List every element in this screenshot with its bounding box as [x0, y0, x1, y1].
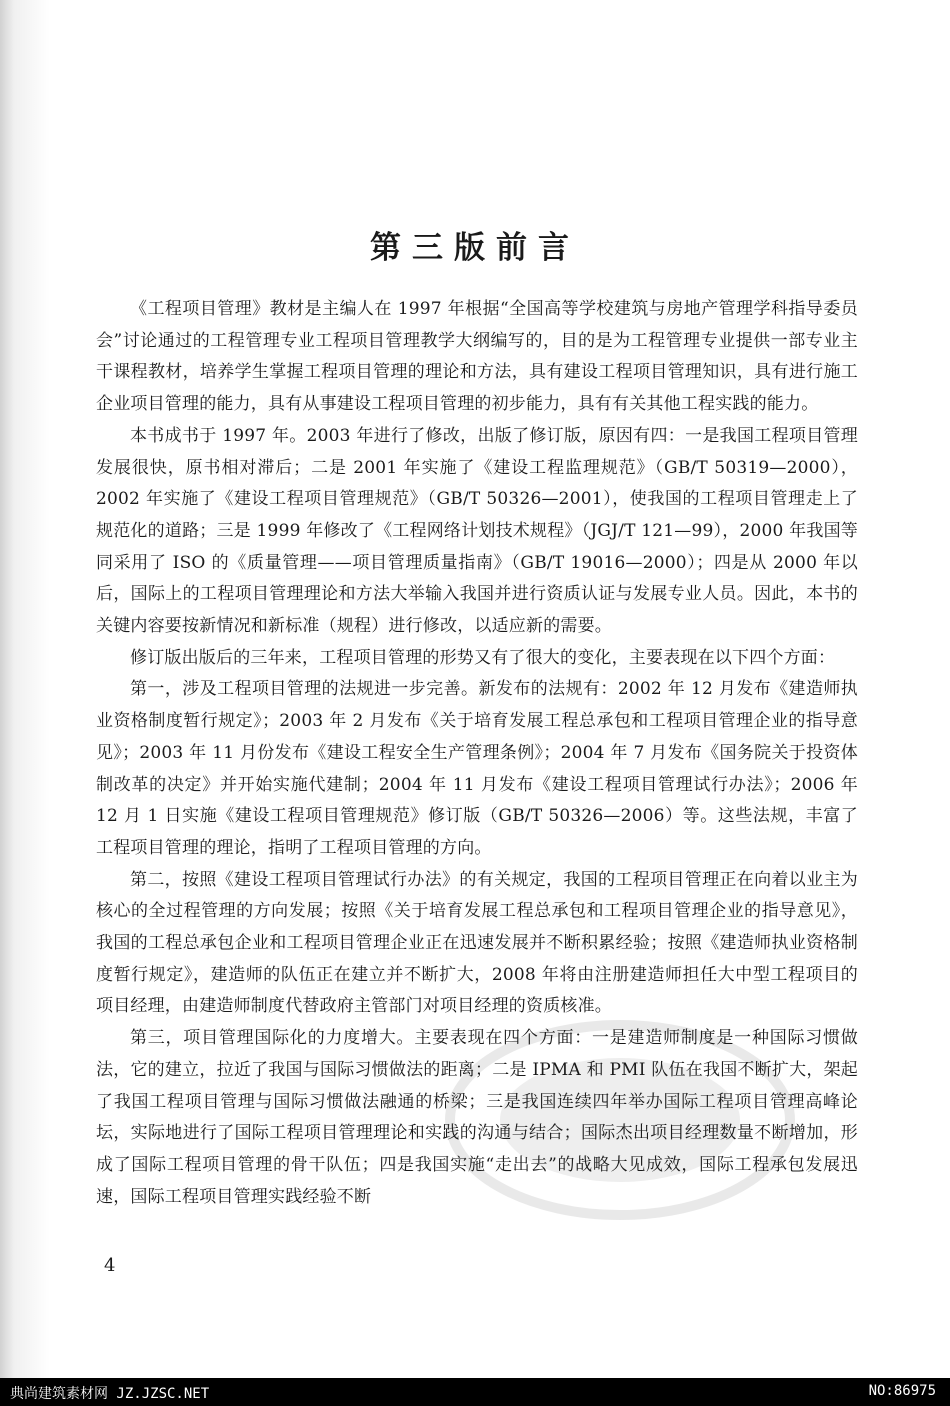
footer-number: NO:86975 — [868, 1383, 936, 1399]
paragraph: 第一，涉及工程项目管理的法规进一步完善。新发布的法规有：2002 年 12 月发布《建造师执业资格制度暂行规定》；2003 年 2 月发布《关于培育发展工程总承包和工程项目管理企业的指导意见》；2003 年 11 月份发布《建设工程安全生产管理条例》；2004 年 7 月发布《国务院关于投资体制改革的决定》并开始实施代建制；2004 年 11 月发布《建设工程项目管理试行办法》；2006 年 12 月 1 日实施《建设工程项目管理规范》修订版（GB/T 50326—2006）等。这些法规，丰富了工程项目管理的理论，指明了工程项目管理的方向。 — [96, 679, 858, 858]
paragraph: 《工程项目管理》教材是主编人在 1997 年根据“全国高等学校建筑与房地产管理学科指导委员会”讨论通过的工程管理专业工程项目管理教学大纲编写的，目的是为工程管理专业提供一部专业主干课程教材，培养学生掌握工程项目管理的理论和方法，具有建设工程项目管理知识，具有进行施工企业项目管理的能力，具有从事建设工程项目管理的初步能力，具有有关其他工程实践的能力。 — [96, 299, 858, 415]
paragraph: 修订版出版后的三年来，工程项目管理的形势又有了很大的变化，主要表现在以下四个方面： — [130, 647, 836, 668]
page-title: 第三版前言 — [370, 230, 580, 266]
footer-bar — [0, 1378, 950, 1406]
body-text — [96, 294, 858, 1213]
book-spine-shadow — [0, 0, 70, 1380]
paragraph: 本书成书于 1997 年。2003 年进行了修改，出版了修订版，原因有四：一是我国工程项目管理发展很快，原书相对滞后；二是 2001 年实施了《建设工程监理规范》（GB/T 50319—2000），2002 年实施了《建设工程项目管理规范》（GB/T 50326—2001），使我国的工程项目管理走上了规范化的道路；三是 1999 年修改了《工程网络计划技术规程》（JGJ/T 121—99），2000 年我国等同采用了 ISO 的《质量管理——项目管理质量指南》（GB/T 19016—2000）；四是从 2000 年以后，国际上的工程项目管理理论和方法大举输入我国并进行资质认证与发展专业人员。因此，本书的关键内容要按新情况和新标准（规程）进行修改，以适应新的需要。 — [96, 425, 858, 637]
footer-site-name: 典尚建筑素材网 JZ.JZSC.NET — [10, 1386, 210, 1402]
paragraph: 第二，按照《建设工程项目管理试行办法》的有关规定，我国的工程项目管理正在向着以业主为核心的全过程管理的方向发展；按照《关于培育发展工程总承包和工程项目管理企业的指导意见》，我国的工程总承包企业和工程项目管理企业正在迅速发展并不断积累经验；按照《建造师执业资格制度暂行规定》，建造师的队伍正在建立并不断扩大，2008 年将由注册建造师担任大中型工程项目的项目经理，由建造师制度代替政府主管部门对项目经理的资质核准。 — [96, 869, 858, 1017]
paragraph: 第三，项目管理国际化的力度增大。主要表现在四个方面：一是建造师制度是一种国际习惯做法，它的建立，拉近了我国与国际习惯做法的距离；二是 IPMA 和 PMI 队伍在我国不断扩大，架起了我国工程项目管理与国际习惯做法融通的桥梁；三是我国连续四年举办国际工程项目管理高峰论坛，实际地进行了国际工程项目管理理论和实践的沟通与结合；国际杰出项目经理数量不断增加，形成了国际工程项目管理的骨干队伍；四是我国实施“走出去”的战略大见成效，国际工程承包发展迅速，国际工程项目管理实践经验不断 — [96, 1028, 858, 1207]
page-number: 4 — [104, 1255, 116, 1276]
